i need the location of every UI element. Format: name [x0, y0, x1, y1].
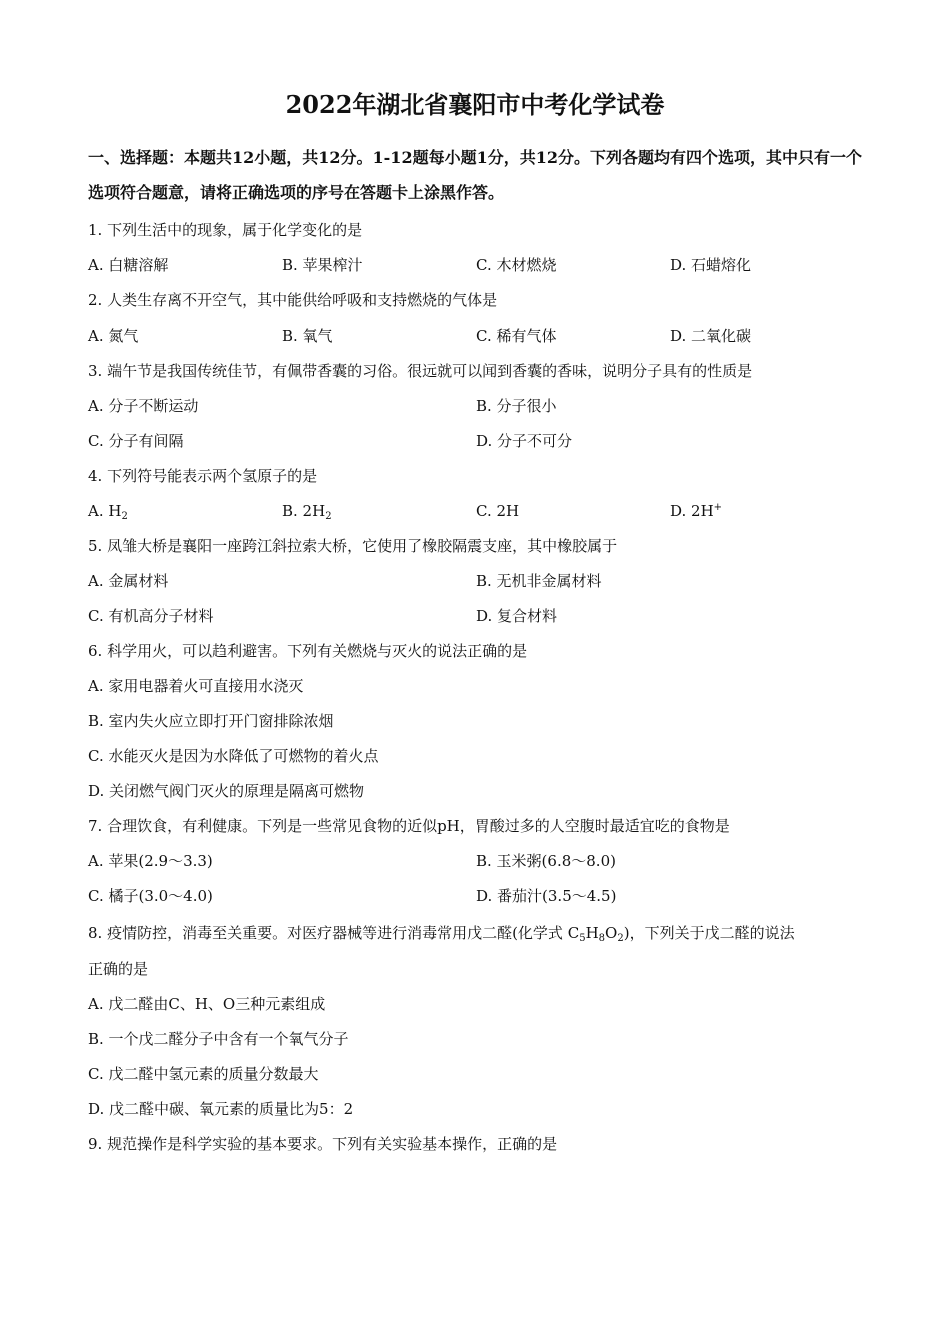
question-1-option-b: B. 苹果榨汁 [282, 256, 363, 274]
question-8-option-d: D. 戊二醛中碳、氧元素的质量比为5：2 [88, 1100, 354, 1118]
exam-title: 2022年湖北省襄阳市中考化学试卷 [285, 90, 665, 119]
question-8-stem-continued: 正确的是 [88, 960, 149, 978]
question-5-option-a: A. 金属材料 [88, 572, 169, 590]
question-5-option-d: D. 复合材料 [476, 607, 558, 625]
question-7-option-a: A. 苹果(2.9～3.3) [88, 852, 213, 870]
question-9-stem: 9. 规范操作是科学实验的基本要求。下列有关实验基本操作，正确的是 [88, 1135, 558, 1153]
question-8-stem-text: 8. 疫情防控，消毒至关重要。对医疗器械等进行消毒常用戊二醛(化学式 C [88, 924, 580, 942]
formula-text: A. H [88, 502, 122, 520]
question-7-option-b: B. 玉米粥(6.8～8.0) [476, 852, 616, 870]
question-6-option-b: B. 室内失火应立即打开门窗排除浓烟 [88, 712, 334, 730]
formula-text: H [585, 924, 599, 942]
question-2-option-b: B. 氧气 [282, 327, 333, 345]
question-3-stem: 3. 端午节是我国传统佳节，有佩带香囊的习俗。很远就可以闻到香囊的香味，说明分子具有的性质是 [88, 362, 753, 380]
question-4-option-a [88, 499, 128, 523]
formula-text: B. 2H [282, 502, 326, 520]
subscript: 8 [598, 933, 606, 944]
question-5-option-b: B. 无机非金属材料 [476, 572, 602, 590]
question-6-option-a: A. 家用电器着火可直接用水浇灭 [88, 677, 304, 695]
question-8-option-b: B. 一个戊二醛分子中含有一个氧气分子 [88, 1030, 349, 1048]
question-4-option-c: C. 2H [476, 502, 520, 520]
question-1-stem: 1. 下列生活中的现象，属于化学变化的是 [88, 221, 363, 239]
question-8-stem [88, 921, 795, 945]
question-7-option-d: D. 番茄汁(3.5～4.5) [476, 887, 617, 905]
question-4-option-d [670, 499, 722, 523]
question-3-option-b: B. 分子很小 [476, 397, 557, 415]
question-5-option-c: C. 有机高分子材料 [88, 607, 214, 625]
question-8-option-c: C. 戊二醛中氢元素的质量分数最大 [88, 1065, 319, 1083]
question-3-option-c: C. 分子有间隔 [88, 432, 184, 450]
question-3-option-d: D. 分子不可分 [476, 432, 573, 450]
subscript: 2 [325, 511, 332, 522]
question-1-option-d: D. 石蜡熔化 [670, 256, 752, 274]
question-1-option-a: A. 白糖溶解 [88, 256, 169, 274]
question-8-option-a: A. 戊二醛由C、H、O三种元素组成 [88, 995, 326, 1013]
question-7-option-c: C. 橘子(3.0～4.0) [88, 887, 213, 905]
question-8-stem-text: )，下列关于戊二醛的说法 [623, 924, 795, 942]
superscript: + [713, 502, 723, 513]
subscript: 5 [579, 933, 586, 944]
question-3-option-a: A. 分子不断运动 [88, 397, 199, 415]
section-heading: 一、选择题：本题共12小题，共12分。1-12题每小题1分，共12分。下列各题均有四个选项，其中只有一个选项符合题意，请将正确选项的序号在答题卡上涂黑作答。 [88, 148, 862, 202]
question-2-option-d: D. 二氧化碳 [670, 327, 752, 345]
formula-text: D. 2H [670, 502, 714, 520]
subscript: 2 [617, 933, 624, 944]
question-4-option-b [282, 499, 332, 523]
question-2-option-c: C. 稀有气体 [476, 327, 557, 345]
question-2-stem: 2. 人类生存离不开空气，其中能供给呼吸和支持燃烧的气体是 [88, 291, 498, 309]
question-1-option-c: C. 木材燃烧 [476, 256, 557, 274]
subscript: 2 [121, 511, 128, 522]
question-7-stem: 7. 合理饮食，有利健康。下列是一些常见食物的近似pH，胃酸过多的人空腹时最适宜吃的食物是 [88, 817, 730, 835]
question-2-option-a: A. 氮气 [88, 327, 139, 345]
question-6-option-d: D. 关闭燃气阀门灭火的原理是隔离可燃物 [88, 782, 365, 800]
question-6-stem: 6. 科学用火，可以趋利避害。下列有关燃烧与灭火的说法正确的是 [88, 642, 528, 660]
question-4-stem: 4. 下列符号能表示两个氢原子的是 [88, 467, 318, 485]
question-6-option-c: C. 水能灭火是因为水降低了可燃物的着火点 [88, 747, 379, 765]
formula-text: O [605, 924, 618, 942]
question-5-stem: 5. 凤雏大桥是襄阳一座跨江斜拉索大桥，它使用了橡胶隔震支座，其中橡胶属于 [88, 537, 618, 555]
